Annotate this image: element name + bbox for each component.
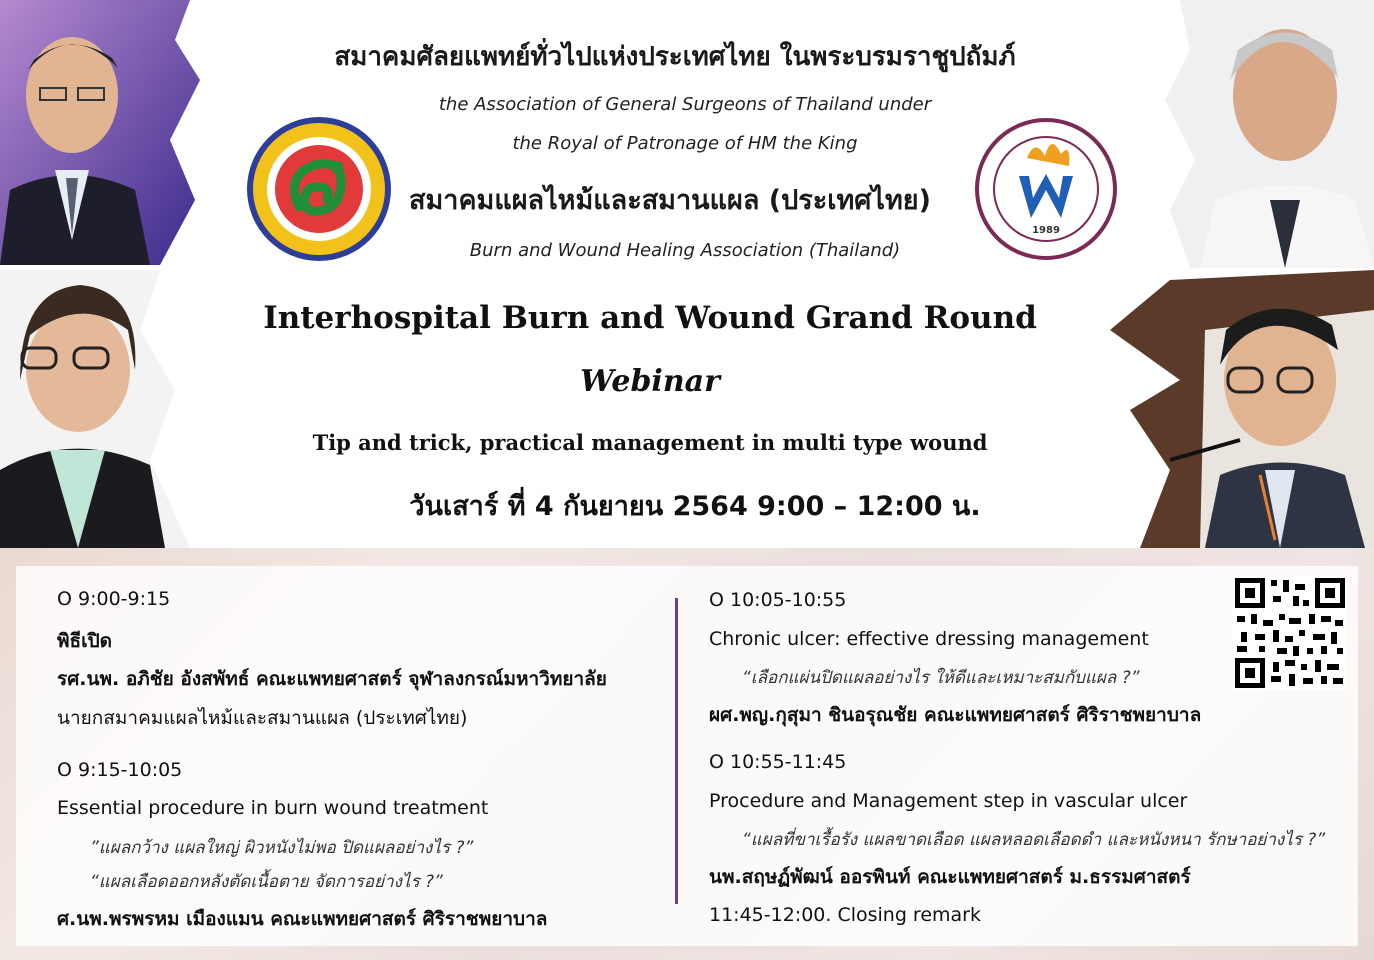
session1-title: พิธีเปิด (57, 630, 113, 652)
session1-role: นายกสมาคมแผลไหม้และสมานแผล (ประเทศไทย) (57, 707, 468, 729)
session3-title: Chronic ulcer: effective dressing management (709, 628, 1149, 650)
english-burn-association: Burn and Wound Healing Association (Thailand) (469, 240, 901, 261)
session2-time: O 9:15-10:05 (57, 759, 183, 781)
speaker-photo-top-left (0, 0, 205, 265)
event-topic: Tip and trick, practical management in multi type wound (312, 430, 988, 455)
session4-title: Procedure and Management step in vascular ulcer (709, 790, 1188, 812)
session4-speaker: นพ.สฤษฏ์พัฒน์ ออรพินท์ คณะแพทยศาสตร์ ม.ธรรมศาสตร์ (709, 866, 1191, 888)
session2-question1: ”แผลกว้าง แผลใหญ่ ผิวหนังไม่พอ ปิดแผลอย่างไร ?” (90, 838, 474, 858)
session1-time: O 9:00-9:15 (57, 588, 171, 610)
session3-time: O 10:05-10:55 (709, 589, 847, 611)
qr-code[interactable] (1233, 576, 1347, 690)
session2-question2: “แผลเลือดออกหลังตัดเนื้อตาย จัดการอย่างไร ?” (90, 872, 443, 892)
burn-wound-association-logo (975, 118, 1117, 260)
session2-title: Essential procedure in burn wound treatment (57, 797, 489, 819)
speaker-photo-top-right (1160, 0, 1374, 268)
session3-speaker: ผศ.พญ.กุสุมา ชินอรุณชัย คณะแพทยศาสตร์ ศิริราชพยาบาล (709, 704, 1202, 726)
column-divider (675, 598, 678, 904)
session4-question: “แผลที่ขาเรื้อรัง แผลขาดเลือด แผลหลอดเลือดดำ และหนังหนา รักษาอย่างไร ?” (742, 830, 1326, 850)
thai-association-title: สมาคมศัลยแพทย์ทั่วไปแห่งประเทศไทย ในพระบรมราชูปถัมภ์ (334, 42, 1016, 72)
speaker-photo-mid-left (0, 270, 200, 548)
event-date: วันเสาร์ ที่ 4 กันยายน 2564 9:00 – 12:00 น. (409, 491, 981, 522)
speaker-photo-mid-right (1110, 270, 1374, 548)
event-subtitle: Webinar (580, 364, 720, 399)
session3-question: “เลือกแผ่นปิดแผลอย่างไร ให้ดีและเหมาะสมกับแผล ?” (742, 668, 1140, 688)
english-association-line2: the Royal of Patronage of HM the King (512, 133, 858, 154)
surgeons-association-logo (245, 115, 393, 263)
logo-year: 1989 (1032, 225, 1060, 236)
session2-speaker: ศ.นพ.พรพรหม เมืองแมน คณะแพทยศาสตร์ ศิริราชพยาบาล (57, 908, 548, 930)
session4-time: O 10:55-11:45 (709, 751, 847, 773)
closing-remark: 11:45-12:00. Closing remark (709, 904, 981, 926)
thai-burn-association: สมาคมแผลไหม้และสมานแผล (ประเทศไทย) (409, 185, 931, 216)
english-association-line1: the Association of General Surgeons of Thailand under (438, 94, 932, 115)
session1-speaker: รศ.นพ. อภิชัย อังสพัทธ์ คณะแพทยศาสตร์ จุฬาลงกรณ์มหาวิทยาลัย (57, 668, 607, 690)
event-title: Interhospital Burn and Wound Grand Round (263, 300, 1037, 336)
